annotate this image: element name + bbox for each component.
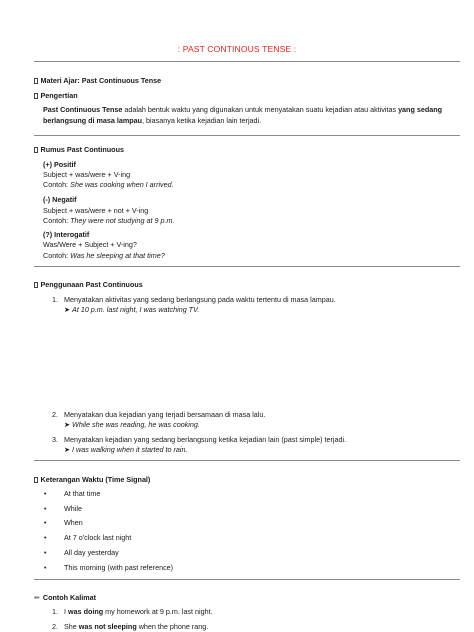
pencil-icon: ✏	[34, 595, 40, 602]
interogatif-example: Contoh: Was he sleeping at that time?	[43, 251, 165, 260]
positif-label: (+) Positif	[43, 160, 76, 169]
list-item: • At 7 o'clock last night	[44, 533, 132, 542]
positif-formula: Subject + was/were + V-ing	[43, 170, 131, 179]
penggunaan-heading: Penggunaan Past Continuous	[34, 280, 143, 289]
negatif-label: (-) Negatif	[43, 195, 77, 204]
bullet-icon: •	[44, 491, 47, 498]
interogatif-formula: Was/Were + Subject + V-ing?	[43, 240, 137, 249]
rumus-heading: Rumus Past Continuous	[34, 145, 124, 154]
list-item: • At that time	[44, 489, 101, 498]
bullet-icon: •	[44, 550, 47, 557]
pengertian-line-1: Past Continuous Tense adalah bentuk waktu yang digunakan untuk menyatakan suatu kejadian atau aktivitas yang sedang	[43, 105, 442, 114]
bullet-icon: •	[44, 520, 47, 527]
list-item: • All day yesterday	[44, 548, 119, 557]
arrow-icon: ➤	[64, 445, 71, 454]
list-item: 1. I was doing my homework at 9 p.m. last night.	[52, 607, 213, 616]
negatif-formula: Subject + was/were + not + V-ing	[43, 206, 149, 215]
list-item: 2. Menyatakan dua kejadian yang terjadi bersamaan di masa lalu.	[52, 410, 266, 419]
list-item-example: ➤ While she was reading, he was cooking.	[64, 420, 200, 429]
list-item: 1. Menyatakan aktivitas yang sedang berlangsung pada waktu tertentu di masa lampau.	[52, 295, 336, 304]
checkbox-icon	[34, 78, 38, 84]
arrow-icon: ➤	[64, 305, 71, 314]
contoh-heading: ✏ Contoh Kalimat	[34, 593, 96, 602]
list-item: 3. Menyatakan kejadian yang sedang berlangsung ketika kejadian lain (past simple) terjadi.	[52, 435, 347, 444]
checkbox-icon	[34, 93, 38, 99]
arrow-icon: ➤	[64, 420, 71, 429]
checkbox-icon	[34, 282, 38, 288]
divider	[34, 266, 460, 267]
list-item: 2. She was not sleeping when the phone rang.	[52, 622, 209, 631]
keterangan-heading: Keterangan Waktu (Time Signal)	[34, 475, 150, 484]
list-item: • While	[44, 504, 82, 513]
interogatif-label: (?) Interogatif	[43, 230, 90, 239]
negatif-example: Contoh: They were not studying at 9 p.m.	[43, 216, 175, 225]
list-item-example: ➤ I was walking when it started to rain.	[64, 445, 188, 454]
divider	[34, 61, 460, 62]
pengertian-heading: Pengertian	[34, 91, 78, 100]
list-item: • When	[44, 518, 83, 527]
materi-heading: Materi Ajar: Past Continuous Tense	[34, 76, 161, 85]
divider	[34, 135, 460, 136]
bullet-icon: •	[44, 565, 47, 572]
list-item-example: ➤ At 10 p.m. last night, I was watching TV.	[64, 305, 200, 314]
checkbox-icon	[34, 147, 38, 153]
page-title: : PAST CONTINOUS TENSE :	[177, 44, 297, 54]
bullet-icon: •	[44, 535, 47, 542]
divider	[34, 579, 460, 580]
list-item: • This morning (with past reference)	[44, 563, 174, 572]
pengertian-line-2: berlangsung di masa lampau, biasanya ketika kejadian lain terjadi.	[43, 116, 262, 125]
positif-example: Contoh: She was cooking when I arrived.	[43, 180, 174, 189]
divider	[34, 460, 460, 461]
checkbox-icon	[34, 477, 38, 483]
bullet-icon: •	[44, 506, 47, 513]
